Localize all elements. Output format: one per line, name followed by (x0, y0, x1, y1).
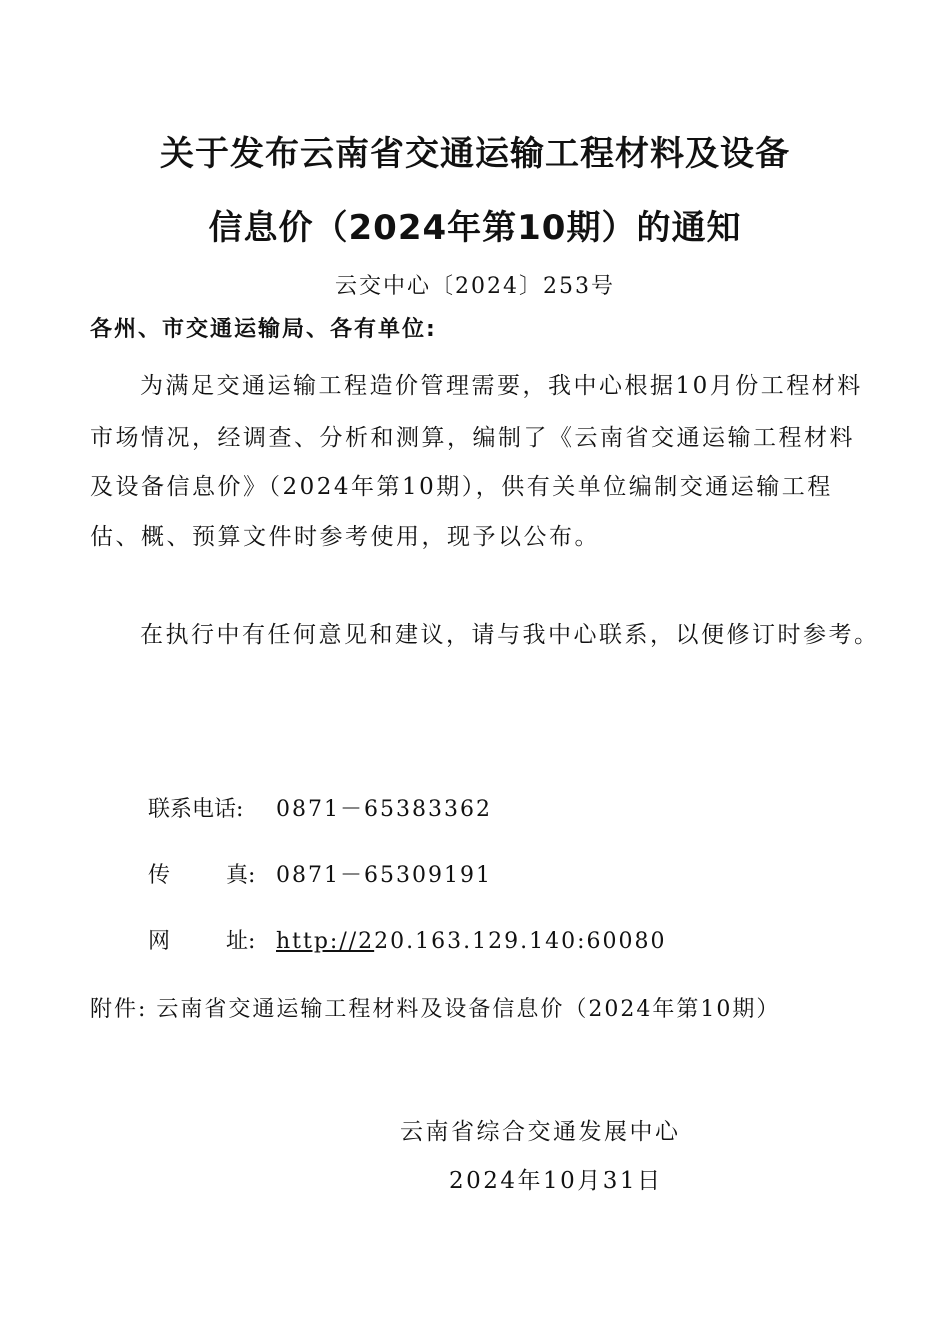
signature-date: 2024年10月31日 (449, 1168, 663, 1194)
fax-label-char-1: 传 (148, 863, 171, 888)
phone-value: 0871－65383362 (276, 797, 492, 822)
signature-organization: 云南省综合交通发展中心 (400, 1119, 681, 1145)
document-number: 云交中心〔2024〕253号 (335, 274, 615, 299)
fax-label-char-2: 真: (226, 863, 256, 888)
body-paragraph-1-line-1: 为满足交通运输工程造价管理需要，我中心根据10月份工程材料 (140, 373, 863, 399)
fax-value: 0871－65309191 (276, 863, 492, 888)
website-label-char-2: 址: (226, 929, 256, 954)
document-title-line-2: 信息价（2024年第10期）的通知 (208, 208, 742, 248)
addressee: 各州、市交通运输局、各有单位: (90, 317, 437, 342)
website-value (276, 925, 667, 959)
body-paragraph-1-line-2: 市场情况，经调查、分析和测算，编制了《云南省交通运输工程材料 (90, 425, 855, 451)
website-label-char-1: 网 (148, 929, 171, 954)
body-paragraph-1-line-3: 及设备信息价》（2024年第10期），供有关单位编制交通运输工程 (90, 474, 833, 500)
body-paragraph-2: 在执行中有任何意见和建议，请与我中心联系，以便修订时参考。 (140, 622, 880, 648)
body-paragraph-1-line-4: 估、概、预算文件时参考使用，现予以公布。 (90, 524, 600, 550)
document-title-line-1: 关于发布云南省交通运输工程材料及设备 (160, 134, 790, 174)
website-address-rest: 20.163.129.140:60080 (374, 929, 667, 954)
phone-label: 联系电话: (148, 797, 244, 822)
website-link[interactable]: http://2 (276, 929, 375, 954)
attachment-line: 附件: 云南省交通运输工程材料及设备信息价（2024年第10期） (90, 997, 781, 1022)
